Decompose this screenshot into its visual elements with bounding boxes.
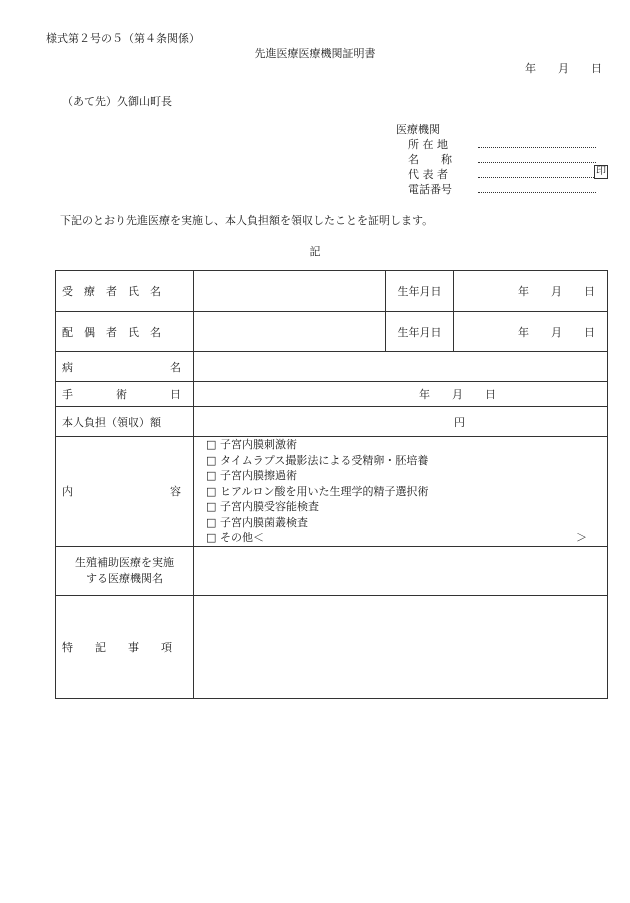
name-label: 名 称 <box>408 153 452 166</box>
issue-date: 年 月 日 <box>525 62 602 75</box>
patient-row <box>56 271 608 312</box>
content-item[interactable]: □ 子宮内膜受容能検査 <box>206 500 319 513</box>
checkbox-icon[interactable]: □ <box>206 438 217 451</box>
checkbox-icon[interactable]: □ <box>206 484 217 498</box>
content-field <box>194 437 608 547</box>
notes-row <box>56 595 608 698</box>
assist-label-line1: 生殖補助医療を実施 <box>75 555 174 569</box>
document-title: 先進医療医療機関証明書 <box>254 47 376 60</box>
content-item-other[interactable]: □ その他＜ ＞ <box>206 531 587 544</box>
spouse-row <box>56 312 608 352</box>
location-label: 所 在 地 <box>408 138 448 151</box>
patient-name-label: 受 療 者 氏 名 <box>56 271 194 312</box>
institution-heading: 医療機関 <box>396 123 440 136</box>
payment-row <box>56 407 608 437</box>
spouse-dob-field[interactable]: 年 月 日 <box>454 312 608 352</box>
phone-field[interactable] <box>478 192 596 193</box>
payment-field[interactable] <box>194 407 608 437</box>
representative-label: 代 表 者 <box>408 168 448 181</box>
addressee: （あて先）久御山町長 <box>62 95 172 108</box>
checkbox-icon[interactable]: □ <box>206 531 217 544</box>
content-item[interactable]: □ 子宮内膜菌叢検査 <box>206 515 308 529</box>
payment-unit: 円 <box>454 415 465 429</box>
other-close-bracket: ＞ <box>576 531 587 544</box>
form-number: 様式第２号の５（第４条関係） <box>46 32 200 45</box>
representative-field[interactable] <box>478 177 594 178</box>
checkbox-icon[interactable]: □ <box>206 469 217 482</box>
phone-label: 電話番号 <box>408 183 452 196</box>
location-field[interactable] <box>478 147 596 148</box>
content-item[interactable]: □ 子宮内膜擦過術 <box>206 469 297 482</box>
content-item[interactable]: □ 子宮内膜刺激術 <box>206 438 297 451</box>
checkbox-icon[interactable]: □ <box>206 500 217 513</box>
assist-row <box>56 546 608 595</box>
seal-mark: 印 <box>596 166 606 177</box>
disease-label <box>56 352 194 382</box>
content-label-a: 内 <box>62 485 73 499</box>
content-label <box>56 437 194 547</box>
name-field[interactable] <box>478 162 596 163</box>
surgery-label-a: 手 <box>62 388 73 401</box>
checkbox-icon[interactable]: □ <box>206 515 217 529</box>
spouse-name-label: 配 偶 者 氏 名 <box>56 312 194 352</box>
checkbox-icon[interactable]: □ <box>206 453 217 467</box>
surgery-label <box>56 382 194 407</box>
disease-label-b: 名 <box>170 360 181 374</box>
patient-name-field[interactable] <box>194 271 386 312</box>
content-item[interactable]: □ タイムラプス撮影法による受精卵・胚培養 <box>206 453 429 467</box>
content-item[interactable]: □ ヒアルロン酸を用いた生理学的精子選択術 <box>206 484 429 498</box>
spouse-name-field[interactable] <box>194 312 386 352</box>
patient-dob-field[interactable]: 年 月 日 <box>454 271 608 312</box>
surgery-row <box>56 382 608 407</box>
surgery-date-field[interactable]: 年 月 日 <box>194 382 608 407</box>
ki-heading: 記 <box>309 245 321 258</box>
payment-label: 本人負担（領収）額 <box>56 407 194 437</box>
spouse-dob-label: 生年月日 <box>386 312 454 352</box>
content-checklist <box>194 437 607 546</box>
disease-label-a: 病 <box>62 360 73 374</box>
notes-label: 特 記 事 項 <box>56 595 194 698</box>
certification-statement: 下記のとおり先進医療を実施し、本人負担額を領収したことを証明します。 <box>60 214 434 227</box>
disease-row <box>56 352 608 382</box>
assist-label-line2: する医療機関名 <box>86 571 163 585</box>
surgery-label-b: 術 <box>116 388 127 401</box>
content-label-b: 容 <box>170 485 181 499</box>
assist-label <box>56 546 194 595</box>
patient-dob-label: 生年月日 <box>386 271 454 312</box>
surgery-label-c: 日 <box>170 388 181 401</box>
assist-field[interactable] <box>194 546 608 595</box>
notes-field[interactable] <box>194 595 608 698</box>
disease-field[interactable] <box>194 352 608 382</box>
content-row <box>56 437 608 547</box>
certificate-table <box>55 270 608 699</box>
